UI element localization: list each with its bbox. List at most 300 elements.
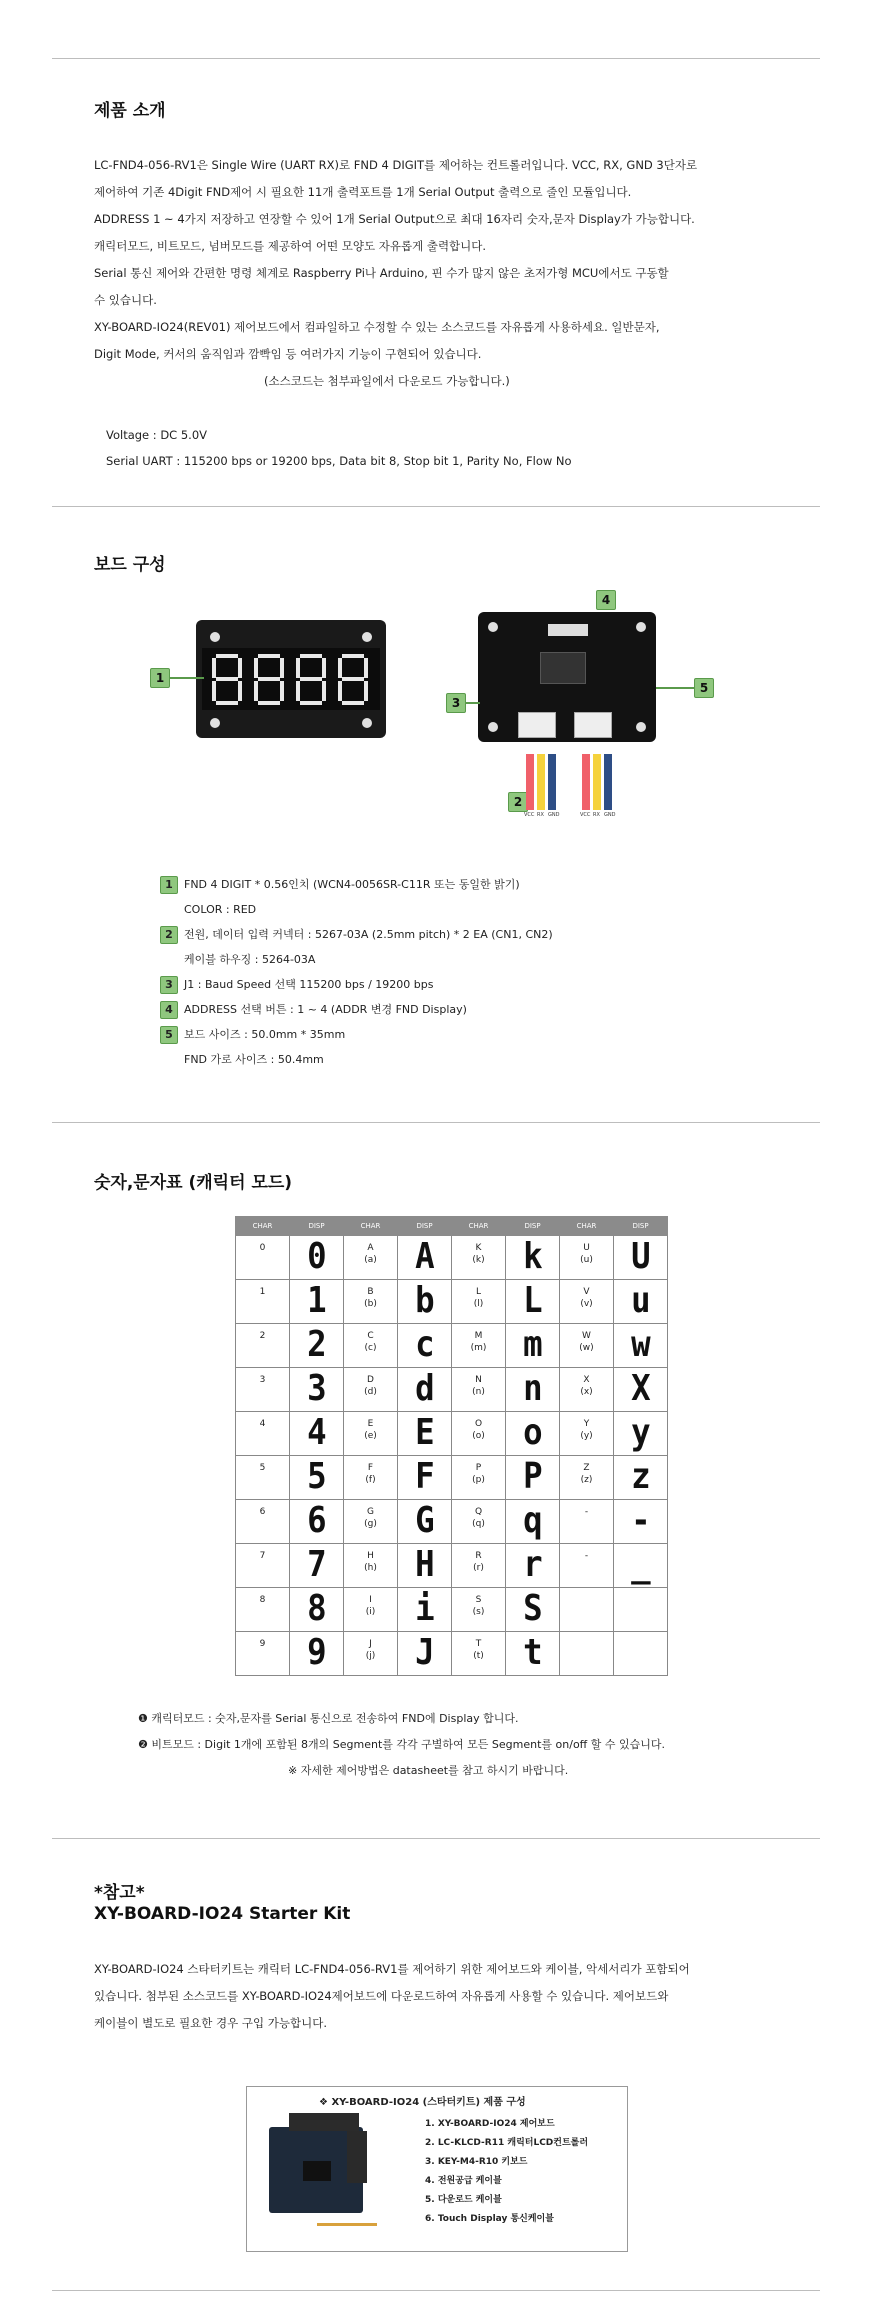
disp-cell <box>290 1456 344 1500</box>
char-label: E <box>367 1419 374 1429</box>
char-label: Y <box>583 1419 590 1429</box>
char-label: S <box>475 1595 482 1605</box>
char-lowercase: (i) <box>365 1607 376 1617</box>
char-cell <box>236 1412 290 1456</box>
spec-text: FND 4 DIGIT * 0.56인치 (WCN4-0056SR-C11R 또는 동일한 밝기) <box>184 878 520 891</box>
connector-cn1 <box>518 712 556 738</box>
chartable-heading: 숫자,문자표 (캐릭터 모드) <box>94 1173 293 1193</box>
intro-line: 수 있습니다. <box>94 293 157 307</box>
char-lowercase: (x) <box>580 1387 593 1397</box>
disp-cell <box>506 1236 560 1280</box>
divider-board <box>52 506 820 507</box>
disp-cell <box>506 1500 560 1544</box>
disp-cell <box>506 1412 560 1456</box>
char-label: L <box>475 1287 481 1297</box>
char-cell <box>344 1368 398 1412</box>
char-cell <box>344 1456 398 1500</box>
char-cell <box>452 1632 506 1676</box>
seven-segment-glyph: - <box>630 1500 651 1541</box>
board-holes <box>488 622 498 632</box>
disp-cell <box>398 1236 452 1280</box>
char-lowercase: (d) <box>364 1387 377 1397</box>
disp-cell <box>506 1588 560 1632</box>
char-label: 6 <box>259 1507 266 1517</box>
char-label: P <box>475 1463 482 1473</box>
seven-segment-glyph: 8 <box>306 1588 327 1629</box>
spec-row <box>160 972 553 997</box>
seven-segment-glyph: b <box>414 1280 435 1321</box>
char-cell <box>344 1544 398 1588</box>
char-cell <box>560 1324 614 1368</box>
char-lowercase: (z) <box>580 1475 593 1485</box>
serial-spec: Serial UART : 115200 bps or 19200 bps, Data bit 8, Stop bit 1, Parity No, Flow No <box>106 454 572 468</box>
kit-image-lcd <box>289 2113 359 2131</box>
char-lowercase: (g) <box>364 1519 377 1529</box>
spec-row <box>160 947 553 972</box>
divider-table <box>52 1122 820 1123</box>
callout-line-1 <box>170 677 204 679</box>
callout-line-3 <box>466 702 480 704</box>
char-lowercase: (t) <box>473 1651 484 1661</box>
char-label: O <box>474 1419 483 1429</box>
intro-line: XY-BOARD-IO24(REV01) 제어보드에서 컴파일하고 수정할 수 있는 소스코드를 자유롭게 사용하세요. 일반문자, <box>94 320 660 334</box>
char-cell <box>236 1456 290 1500</box>
pin-label: VCC <box>524 812 535 818</box>
character-table <box>235 1216 668 1676</box>
starter-kit-box <box>246 2086 628 2252</box>
char-cell <box>560 1588 614 1632</box>
seven-segment-glyph: k <box>522 1236 543 1277</box>
char-lowercase: (j) <box>365 1651 376 1661</box>
disp-cell <box>614 1368 668 1412</box>
char-lowercase: (v) <box>580 1299 593 1309</box>
seven-segment-glyph: y <box>630 1412 651 1453</box>
spec-row <box>160 897 553 922</box>
disp-cell <box>398 1544 452 1588</box>
kit-items <box>425 2115 588 2229</box>
disp-cell <box>614 1500 668 1544</box>
seven-segment-glyph: r <box>522 1544 543 1585</box>
spec-row <box>160 922 553 947</box>
seven-segment-glyph: m <box>522 1324 543 1365</box>
disp-cell <box>398 1280 452 1324</box>
wire-vcc-2 <box>582 754 590 810</box>
disp-cell <box>398 1500 452 1544</box>
char-cell <box>452 1324 506 1368</box>
spec-num: 5 <box>160 1026 178 1044</box>
char-lowercase: (n) <box>472 1387 485 1397</box>
seven-segment-glyph: o <box>522 1412 543 1453</box>
seven-segment-glyph: i <box>414 1588 435 1629</box>
ref-heading: *참고* <box>94 1883 145 1903</box>
disp-cell <box>290 1412 344 1456</box>
seven-segment-glyph: 5 <box>306 1456 327 1497</box>
board-heading: 보드 구성 <box>94 555 166 575</box>
col-header: CHAR <box>452 1217 506 1236</box>
table-row <box>236 1368 668 1412</box>
spec-row <box>160 1022 553 1047</box>
kit-item: 6. Touch Display 통신케이블 <box>425 2214 554 2224</box>
spec-row <box>160 872 553 897</box>
seven-segment-glyph: F <box>414 1456 435 1497</box>
col-header: CHAR <box>236 1217 290 1236</box>
char-label: H <box>367 1551 374 1561</box>
fnd-board-front-image <box>196 620 386 738</box>
char-lowercase: (k) <box>472 1255 485 1265</box>
divider-top <box>52 58 820 59</box>
voltage-spec: Voltage : DC 5.0V <box>106 428 208 442</box>
disp-cell <box>614 1544 668 1588</box>
char-label: J <box>369 1639 372 1649</box>
col-header: DISP <box>614 1217 668 1236</box>
seven-segment-glyph: n <box>522 1368 543 1409</box>
table-row <box>236 1324 668 1368</box>
col-header: DISP <box>290 1217 344 1236</box>
disp-cell <box>614 1280 668 1324</box>
note-bit-mode: ❷ 비트모드 : Digit 1개에 포함된 8개의 Segment를 각각 구별하여 모든 Segment를 on/off 할 수 있습니다. <box>138 1738 666 1751</box>
spec-text: J1 : Baud Speed 선택 115200 bps / 19200 bps <box>184 978 434 991</box>
seven-segment-glyph: d <box>414 1368 435 1409</box>
disp-cell <box>614 1456 668 1500</box>
fnd-board-back-image <box>478 612 656 742</box>
char-label: M <box>474 1331 483 1341</box>
char-label: V <box>583 1287 590 1297</box>
char-label: - <box>584 1551 589 1561</box>
table-header-row <box>236 1217 668 1236</box>
kit-image-chip <box>303 2161 331 2181</box>
char-label: X <box>583 1375 590 1385</box>
char-label: 9 <box>259 1639 266 1649</box>
seven-segment-glyph: 9 <box>306 1632 327 1673</box>
disp-cell <box>290 1324 344 1368</box>
fnd-display <box>202 648 380 710</box>
table-row <box>236 1588 668 1632</box>
char-label: B <box>367 1287 374 1297</box>
char-label: 0 <box>259 1243 266 1253</box>
kit-image-cable <box>317 2223 377 2226</box>
disp-cell <box>506 1368 560 1412</box>
char-cell <box>344 1324 398 1368</box>
spec-text: FND 가로 사이즈 : 50.4mm <box>184 1053 324 1066</box>
intro-text <box>94 152 794 395</box>
kit-item: 4. 전원공급 케이블 <box>425 2176 502 2186</box>
divider-bottom <box>52 2290 820 2291</box>
char-lowercase: (s) <box>472 1607 485 1617</box>
disp-cell <box>290 1632 344 1676</box>
seven-segment-glyph: G <box>414 1500 435 1541</box>
disp-cell <box>398 1368 452 1412</box>
kit-item: 2. LC-KLCD-R11 캐릭터LCD컨트롤러 <box>425 2138 589 2148</box>
char-label: N <box>475 1375 482 1385</box>
wire-rx-1 <box>537 754 545 810</box>
kit-title: ❖ XY-BOARD-IO24 (스타터키트) 제품 구성 <box>319 2097 526 2108</box>
char-cell <box>560 1632 614 1676</box>
seven-segment-glyph: 2 <box>306 1324 327 1365</box>
disp-cell <box>506 1632 560 1676</box>
kit-item: 5. 다운로드 케이블 <box>425 2195 502 2205</box>
char-lowercase: (o) <box>472 1431 485 1441</box>
char-cell <box>452 1236 506 1280</box>
callout-line-5 <box>656 687 694 689</box>
char-label: U <box>583 1243 590 1253</box>
char-cell <box>344 1500 398 1544</box>
seven-segment-glyph: P <box>522 1456 543 1497</box>
seven-segment-glyph: X <box>630 1368 651 1409</box>
callout-2: 2 <box>508 792 528 812</box>
seven-segment-glyph: 1 <box>306 1280 327 1321</box>
disp-cell <box>506 1544 560 1588</box>
seven-segment-glyph: A <box>414 1236 435 1277</box>
char-label: 4 <box>259 1419 266 1429</box>
char-label: Z <box>583 1463 590 1473</box>
char-lowercase: (h) <box>364 1563 377 1573</box>
disp-cell <box>398 1632 452 1676</box>
char-label: 1 <box>259 1287 266 1297</box>
char-cell <box>236 1500 290 1544</box>
disp-cell <box>290 1368 344 1412</box>
char-label: F <box>367 1463 374 1473</box>
char-label: D <box>367 1375 374 1385</box>
note-character-mode: ❶ 캐릭터모드 : 숫자,문자를 Serial 통신으로 전송하여 FND에 Display 합니다. <box>138 1712 519 1725</box>
intro-line: 제어하여 기존 4Digit FND제어 시 필요한 11개 출력포트를 1개 Serial Output 출력으로 줄인 모듈입니다. <box>94 185 632 199</box>
board-holes <box>636 722 646 732</box>
char-cell <box>344 1588 398 1632</box>
char-label: G <box>367 1507 374 1517</box>
disp-cell <box>506 1324 560 1368</box>
table-row <box>236 1544 668 1588</box>
wire-gnd-1 <box>548 754 556 810</box>
ref-line: 케이블이 별도로 필요한 경우 구입 가능합니다. <box>94 2016 328 2030</box>
pcb-buttons <box>548 624 588 636</box>
char-label: W <box>582 1331 591 1341</box>
char-cell <box>236 1324 290 1368</box>
char-cell <box>560 1456 614 1500</box>
intro-line: Digit Mode, 커서의 움직임과 깜빡임 등 여러가지 기능이 구현되어 있습니다. <box>94 347 482 361</box>
disp-cell <box>614 1632 668 1676</box>
ref-text <box>94 1956 794 2037</box>
char-cell <box>560 1544 614 1588</box>
char-cell <box>236 1588 290 1632</box>
seven-segment-glyph: S <box>522 1588 543 1629</box>
spec-row <box>160 997 553 1022</box>
callout-1: 1 <box>150 668 170 688</box>
board-holes <box>210 718 220 728</box>
seven-segment-glyph: L <box>522 1280 543 1321</box>
spec-num: 3 <box>160 976 178 994</box>
source-note: (소스코드는 첨부파일에서 다운로드 가능합니다.) <box>264 374 510 388</box>
char-lowercase: (p) <box>472 1475 485 1485</box>
disp-cell <box>290 1236 344 1280</box>
char-cell <box>452 1500 506 1544</box>
char-cell <box>344 1632 398 1676</box>
board-holes <box>362 632 372 642</box>
table-row <box>236 1280 668 1324</box>
char-label: I <box>369 1595 372 1605</box>
seven-segment-glyph: q <box>522 1500 543 1541</box>
char-cell <box>344 1412 398 1456</box>
char-label: K <box>475 1243 482 1253</box>
pin-label: VCC <box>580 812 591 818</box>
spec-num: 4 <box>160 1001 178 1019</box>
wire-vcc-1 <box>526 754 534 810</box>
char-lowercase: (e) <box>364 1431 377 1441</box>
char-lowercase: (a) <box>364 1255 377 1265</box>
spec-num: 1 <box>160 876 178 894</box>
char-label: C <box>367 1331 374 1341</box>
char-lowercase: (m) <box>470 1343 487 1353</box>
char-label: 2 <box>259 1331 266 1341</box>
disp-cell <box>290 1500 344 1544</box>
char-lowercase: (w) <box>579 1343 594 1353</box>
spec-text: ADDRESS 선택 버튼 : 1 ~ 4 (ADDR 변경 FND Display) <box>184 1003 467 1016</box>
disp-cell <box>506 1456 560 1500</box>
spec-list <box>160 872 553 1072</box>
pin-label: GND <box>548 812 560 818</box>
ref-line: 있습니다. 첨부된 소스코드를 XY-BOARD-IO24제어보드에 다운로드하여 자유롭게 사용할 수 있습니다. 제어보드와 <box>94 1989 669 2003</box>
char-cell <box>236 1544 290 1588</box>
char-lowercase: (y) <box>580 1431 593 1441</box>
seven-segment-glyph: u <box>630 1280 651 1321</box>
table-row <box>236 1412 668 1456</box>
seven-segment-glyph: 0 <box>306 1236 327 1277</box>
board-holes <box>362 718 372 728</box>
char-label: T <box>475 1639 482 1649</box>
table-row <box>236 1632 668 1676</box>
pcb-chip <box>540 652 586 684</box>
board-holes <box>210 632 220 642</box>
char-label: R <box>475 1551 482 1561</box>
disp-cell <box>398 1412 452 1456</box>
char-label: 5 <box>259 1463 266 1473</box>
char-lowercase: (r) <box>473 1563 484 1573</box>
spec-text: 전원, 데이터 입력 커넥터 : 5267-03A (2.5mm pitch) * 2 EA (CN1, CN2) <box>184 928 553 941</box>
ref-subheading: XY-BOARD-IO24 Starter Kit <box>94 1904 351 1924</box>
spec-text: 케이블 하우징 : 5264-03A <box>184 953 316 966</box>
disp-cell <box>614 1588 668 1632</box>
pin-label: RX <box>593 812 600 818</box>
char-cell <box>560 1280 614 1324</box>
char-cell <box>236 1632 290 1676</box>
spec-num: 2 <box>160 926 178 944</box>
disp-cell <box>398 1456 452 1500</box>
table-row <box>236 1500 668 1544</box>
intro-line: LC-FND4-056-RV1은 Single Wire (UART RX)로 FND 4 DIGIT를 제어하는 컨트롤러입니다. VCC, RX, GND 3단자로 <box>94 158 698 172</box>
char-label: Q <box>474 1507 483 1517</box>
wire-rx-2 <box>593 754 601 810</box>
intro-line: 캐릭터모드, 비트모드, 넘버모드를 제공하여 어떤 모양도 자유롭게 출력합니다. <box>94 239 487 253</box>
char-lowercase: (f) <box>365 1475 376 1485</box>
char-cell <box>236 1280 290 1324</box>
ref-line: XY-BOARD-IO24 스타터키트는 캐릭터 LC-FND4-056-RV1를 제어하기 위한 제어보드와 케이블, 악세서리가 포함되어 <box>94 1962 690 1976</box>
char-label: 3 <box>259 1375 266 1385</box>
board-holes <box>636 622 646 632</box>
char-cell <box>344 1280 398 1324</box>
seven-segment-glyph: _ <box>630 1544 651 1585</box>
char-cell <box>452 1368 506 1412</box>
pin-label: RX <box>537 812 544 818</box>
disp-cell <box>614 1324 668 1368</box>
disp-cell <box>290 1588 344 1632</box>
seven-segment-glyph: t <box>522 1632 543 1673</box>
disp-cell <box>506 1280 560 1324</box>
char-lowercase: (c) <box>364 1343 377 1353</box>
kit-item: 1. XY-BOARD-IO24 제어보드 <box>425 2119 555 2129</box>
seven-segment-glyph: U <box>630 1236 651 1277</box>
disp-cell <box>614 1412 668 1456</box>
char-lowercase: (b) <box>364 1299 377 1309</box>
seven-segment-glyph: J <box>414 1632 435 1673</box>
intro-line: ADDRESS 1 ~ 4가지 저장하고 연장할 수 있어 1개 Serial Output으로 최대 16자리 숫자,문자 Display가 가능합니다. <box>94 212 695 226</box>
pin-label: GND <box>604 812 616 818</box>
char-cell <box>452 1588 506 1632</box>
intro-line: Serial 통신 제어와 간편한 명령 체계로 Raspberry Pi나 Arduino, 핀 수가 많지 않은 초저가형 MCU에서도 구동할 <box>94 266 669 280</box>
char-label: 8 <box>259 1595 266 1605</box>
char-cell <box>452 1544 506 1588</box>
char-cell <box>560 1500 614 1544</box>
disp-cell <box>614 1236 668 1280</box>
seven-segment-glyph: 7 <box>306 1544 327 1585</box>
kit-item: 3. KEY-M4-R10 키보드 <box>425 2157 528 2167</box>
char-cell <box>236 1368 290 1412</box>
seven-segment-glyph: 6 <box>306 1500 327 1541</box>
spec-text: COLOR : RED <box>184 903 257 916</box>
char-cell <box>560 1236 614 1280</box>
char-cell <box>236 1236 290 1280</box>
char-cell <box>560 1368 614 1412</box>
col-header: DISP <box>506 1217 560 1236</box>
intro-heading: 제품 소개 <box>94 101 166 121</box>
seven-segment-glyph: E <box>414 1412 435 1453</box>
char-cell <box>344 1236 398 1280</box>
callout-4: 4 <box>596 590 616 610</box>
char-lowercase: (l) <box>473 1299 484 1309</box>
char-cell <box>452 1280 506 1324</box>
seven-segment-glyph: w <box>630 1324 651 1365</box>
callout-5: 5 <box>694 678 714 698</box>
seven-segment-glyph: c <box>414 1324 435 1365</box>
disp-cell <box>290 1544 344 1588</box>
spec-text: 보드 사이즈 : 50.0mm * 35mm <box>184 1028 346 1041</box>
col-header: DISP <box>398 1217 452 1236</box>
char-lowercase: (u) <box>580 1255 593 1265</box>
seven-segment-glyph: 4 <box>306 1412 327 1453</box>
fnd-digits-graphic <box>202 648 380 710</box>
kit-image-keypad <box>347 2131 367 2183</box>
note-datasheet: ※ 자세한 제어방법은 datasheet를 참고 하시기 바랍니다. <box>288 1764 569 1777</box>
seven-segment-glyph: z <box>630 1456 651 1497</box>
divider-ref <box>52 1838 820 1839</box>
table-row <box>236 1456 668 1500</box>
char-cell <box>452 1412 506 1456</box>
char-lowercase: (q) <box>472 1519 485 1529</box>
disp-cell <box>290 1280 344 1324</box>
seven-segment-glyph: 3 <box>306 1368 327 1409</box>
board-holes <box>488 722 498 732</box>
spec-row <box>160 1047 553 1072</box>
char-label: - <box>584 1507 589 1517</box>
table-row <box>236 1236 668 1280</box>
seven-segment-glyph: H <box>414 1544 435 1585</box>
char-cell <box>560 1412 614 1456</box>
col-header: CHAR <box>344 1217 398 1236</box>
callout-3: 3 <box>446 693 466 713</box>
char-label: 7 <box>259 1551 266 1561</box>
disp-cell <box>398 1588 452 1632</box>
col-header: CHAR <box>560 1217 614 1236</box>
char-label: A <box>367 1243 374 1253</box>
char-cell <box>452 1456 506 1500</box>
connector-cn2 <box>574 712 612 738</box>
